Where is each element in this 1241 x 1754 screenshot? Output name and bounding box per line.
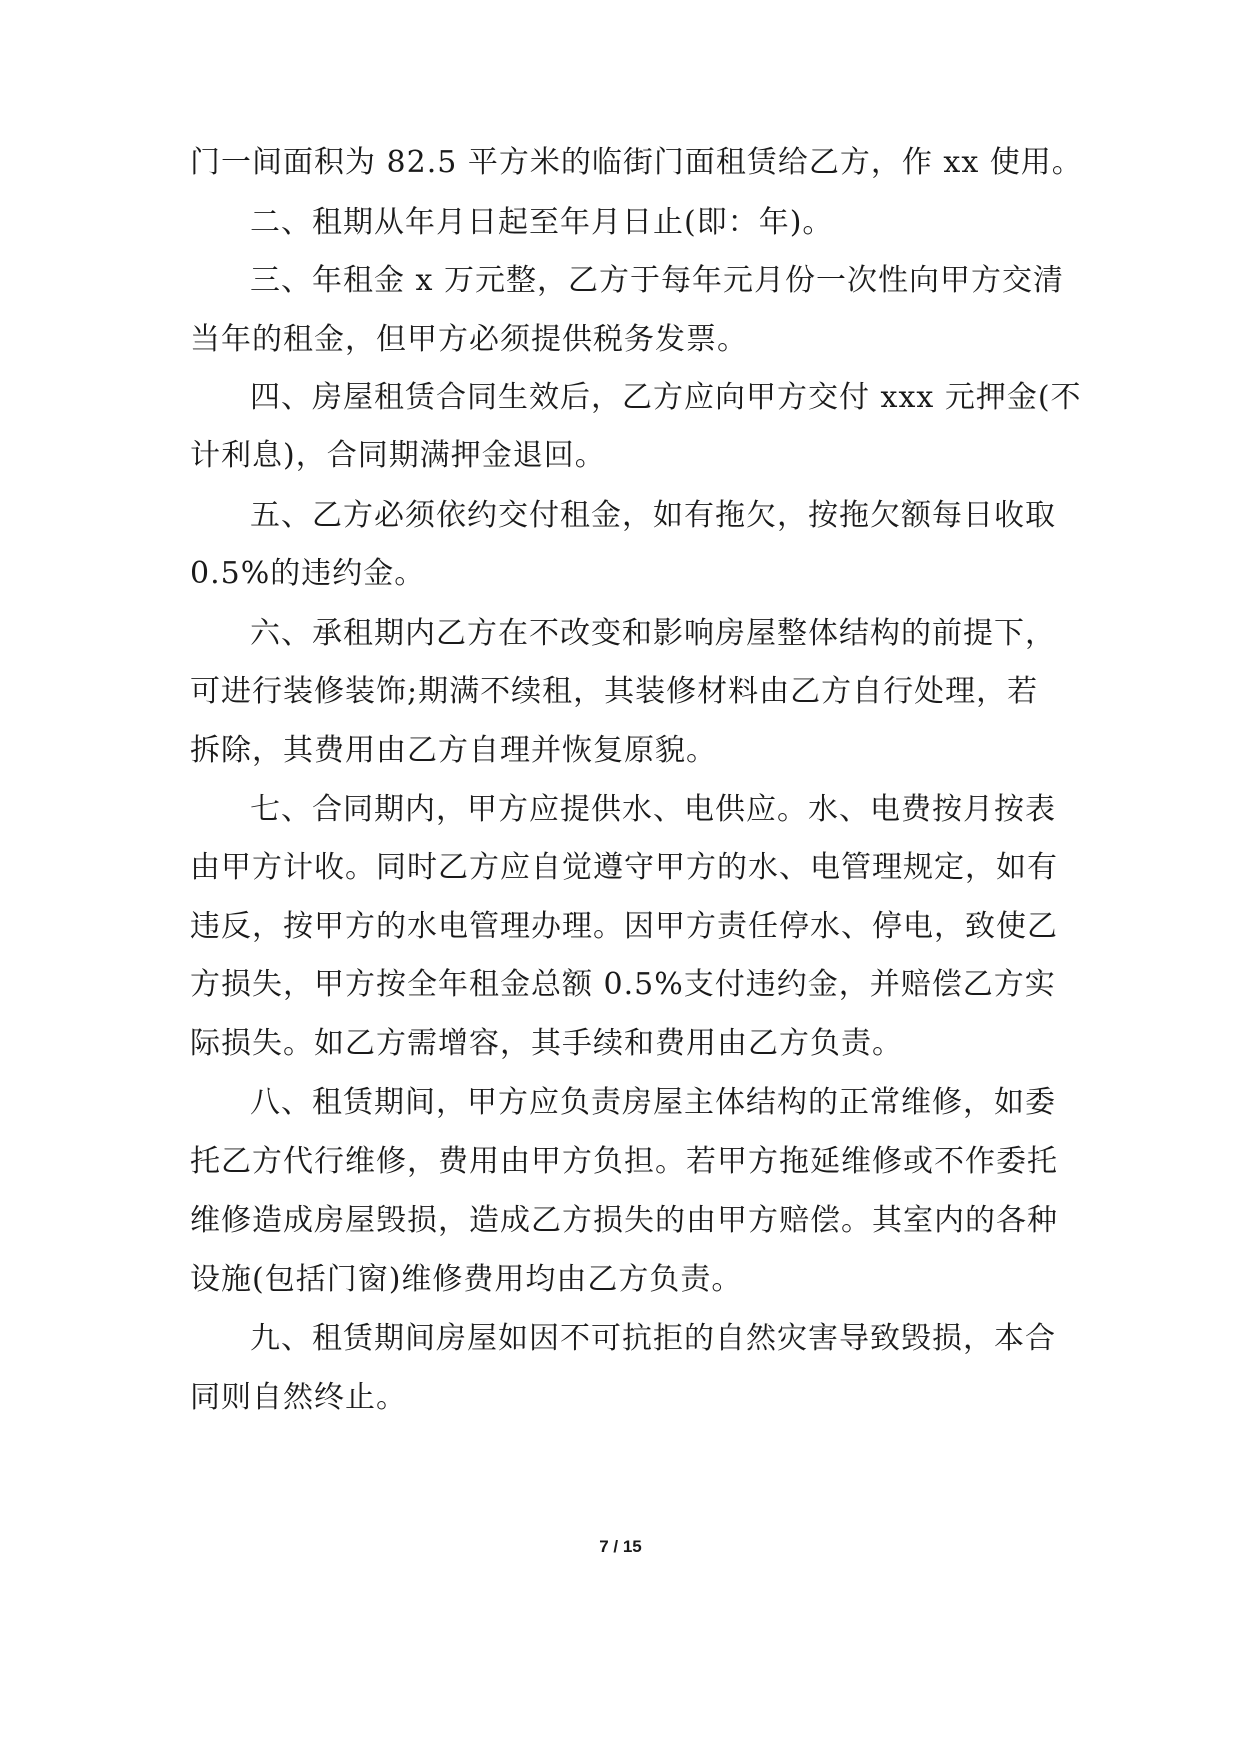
- text-line: 维修造成房屋毁损，造成乙方损失的由甲方赔偿。其室内的各种: [190, 1203, 1058, 1238]
- page-number: 7 / 15: [599, 1537, 642, 1556]
- clause-6-line: 六、承租期内乙方在不改变和影响房屋整体结构的前提下，: [250, 616, 1056, 651]
- text-line: 同则自然终止。: [190, 1380, 407, 1415]
- clause-2-line: 二、租期从年月日起至年月日止(即：年)。: [250, 205, 834, 240]
- text-line: 拆除，其费用由乙方自理并恢复原貌。: [190, 733, 717, 768]
- clause-4-line: 四、房屋租赁合同生效后，乙方应向甲方交付 xxx 元押金(不: [250, 380, 1082, 415]
- clause-9-line: 九、租赁期间房屋如因不可抗拒的自然灾害导致毁损，本合: [250, 1321, 1056, 1356]
- text-line: 方损失，甲方按全年租金总额 0.5%支付违约金，并赔偿乙方实: [190, 967, 1056, 1002]
- text-line: 可进行装修装饰;期满不续租，其装修材料由乙方自行处理，若: [190, 674, 1039, 709]
- clause-8-line: 八、租赁期间，甲方应负责房屋主体结构的正常维修，如委: [250, 1085, 1056, 1120]
- text-line: 门一间面积为 82.5 平方米的临街门面租赁给乙方，作 xx 使用。: [190, 145, 1083, 180]
- clause-7-line: 七、合同期内，甲方应提供水、电供应。水、电费按月按表: [250, 792, 1056, 827]
- text-line: 违反，按甲方的水电管理办理。因甲方责任停水、停电，致使乙: [190, 909, 1058, 944]
- text-line: 计利息)，合同期满押金退回。: [190, 438, 606, 473]
- text-line: 设施(包括门窗)维修费用均由乙方负责。: [190, 1262, 743, 1297]
- text-line: 0.5%的违约金。: [190, 556, 426, 591]
- clause-3-line: 三、年租金 x 万元整，乙方于每年元月份一次性向甲方交清: [250, 263, 1064, 298]
- clause-5-line: 五、乙方必须依约交付租金，如有拖欠，按拖欠额每日收取: [250, 498, 1056, 533]
- text-line: 托乙方代行维修，费用由甲方负担。若甲方拖延维修或不作委托: [190, 1144, 1058, 1179]
- text-line: 当年的租金，但甲方必须提供税务发票。: [190, 322, 748, 357]
- text-line: 由甲方计收。同时乙方应自觉遵守甲方的水、电管理规定，如有: [190, 850, 1058, 885]
- text-line: 际损失。如乙方需增容，其手续和费用由乙方负责。: [190, 1026, 903, 1061]
